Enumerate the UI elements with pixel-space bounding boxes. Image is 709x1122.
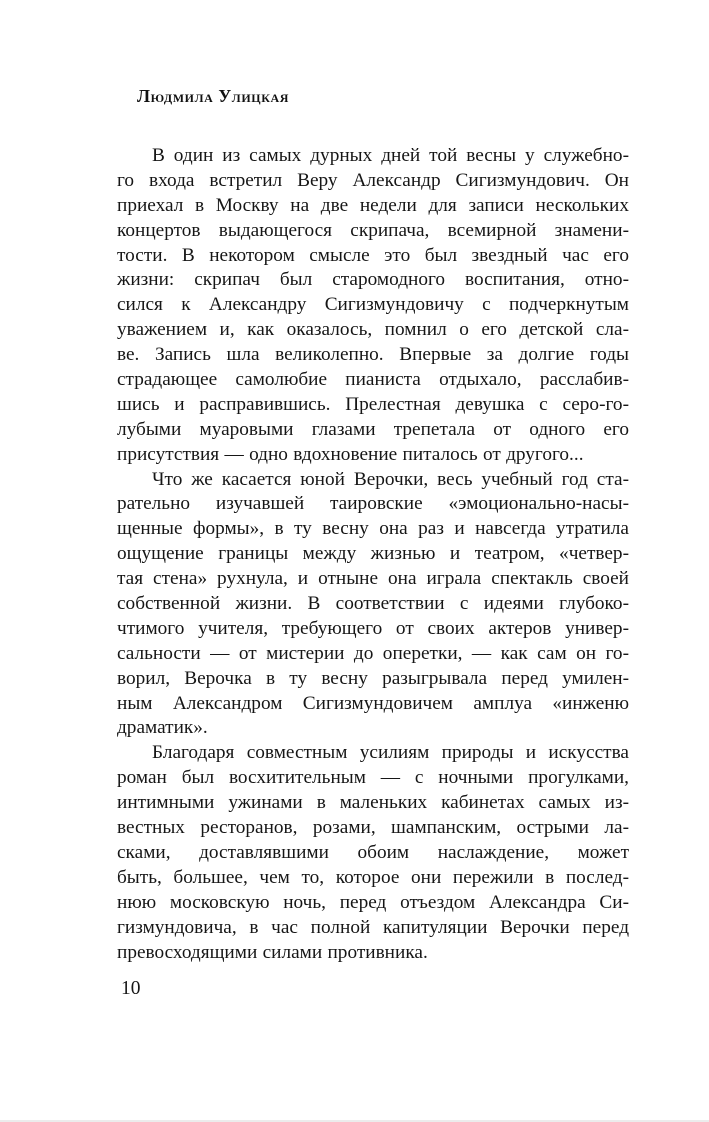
text-line: шись и расправившись. Прелестная девушка с серо-го-: [117, 393, 629, 415]
text-line: страдающее самолюбие пианиста отдыхало, расслабив-: [117, 369, 629, 391]
text-line: тая стена» рухнула, и отныне она играла спектакль своей: [117, 568, 629, 590]
text-line: драматик».: [117, 717, 208, 739]
text-line: собственной жизни. В соответствии с идеями глубоко-: [117, 593, 629, 615]
text-line: гизмундовича, в час полной капитуляции Верочки перед: [117, 916, 629, 938]
text-line: быть, большее, чем то, которое они пережили в послед-: [117, 866, 629, 888]
text-line: Что же касается юной Верочки, весь учебный год ста-: [152, 468, 629, 490]
text-line: нюю московскую ночь, перед отъездом Александра Си-: [117, 891, 629, 913]
text-line: сился к Александру Сигизмундовичу с подчеркнутым: [117, 294, 629, 316]
running-header-author: Людмила Улицкая: [137, 86, 290, 106]
text-line: ным Александром Сигизмундовичем амплуа «инженю: [117, 692, 629, 714]
text-line: присутствия — одно вдохновение питалось от другого...: [117, 443, 584, 465]
text-line: приехал в Москву на две недели для записи нескольких: [117, 194, 629, 216]
text-line: тости. В некотором смысле это был звездный час его: [117, 244, 629, 266]
paragraph: [117, 144, 629, 468]
text-line: В один из самых дурных дней той весны у служебно-: [152, 145, 629, 166]
text-line: Благодаря совместным усилиям природы и искусства: [152, 742, 629, 764]
page-number: 10: [121, 978, 141, 999]
text-line: вестных ресторанов, розами, шампанским, острыми ла-: [117, 817, 629, 839]
text-line: рательно изучавшей таировские «эмоционально-насы-: [117, 493, 629, 515]
page-text: [117, 144, 629, 965]
text-line: лубыми муаровыми глазами трепетала от одного его: [117, 418, 629, 440]
text-line: сками, доставлявшими обоим наслаждение, может: [117, 841, 629, 863]
text-line: чтимого учителя, требующего от своих актеров универ-: [117, 617, 629, 639]
text-line: жизни: скрипач был старомодного воспитания, отно-: [117, 269, 629, 291]
text-line: роман был восхитительным — с ночными прогулками,: [117, 767, 629, 789]
text-line: го входа встретил Веру Александр Сигизмундович. Он: [117, 169, 629, 191]
text-line: щенные формы», в ту весну она раз и навсегда утратила: [117, 518, 629, 540]
text-line: интимными ужинами в маленьких кабинетах самых из-: [117, 792, 629, 814]
text-line: ворил, Верочка в ту весну разыгрывала перед умилен-: [117, 667, 629, 689]
text-line: превосходящими силами противника.: [117, 941, 428, 963]
text-line: ве. Запись шла великолепно. Впервые за долгие годы: [117, 344, 629, 366]
text-line: концертов выдающегося скрипача, всемирной знамени-: [117, 219, 629, 241]
text-line: сальности — от мистерии до оперетки, — как сам он го-: [117, 642, 629, 664]
text-line: ощущение границы между жизнью и театром, «четвер-: [117, 543, 629, 565]
paragraph: [117, 741, 629, 965]
paragraph: [117, 468, 629, 742]
text-line: уважением и, как оказалось, помнил о его детской сла-: [117, 319, 629, 341]
